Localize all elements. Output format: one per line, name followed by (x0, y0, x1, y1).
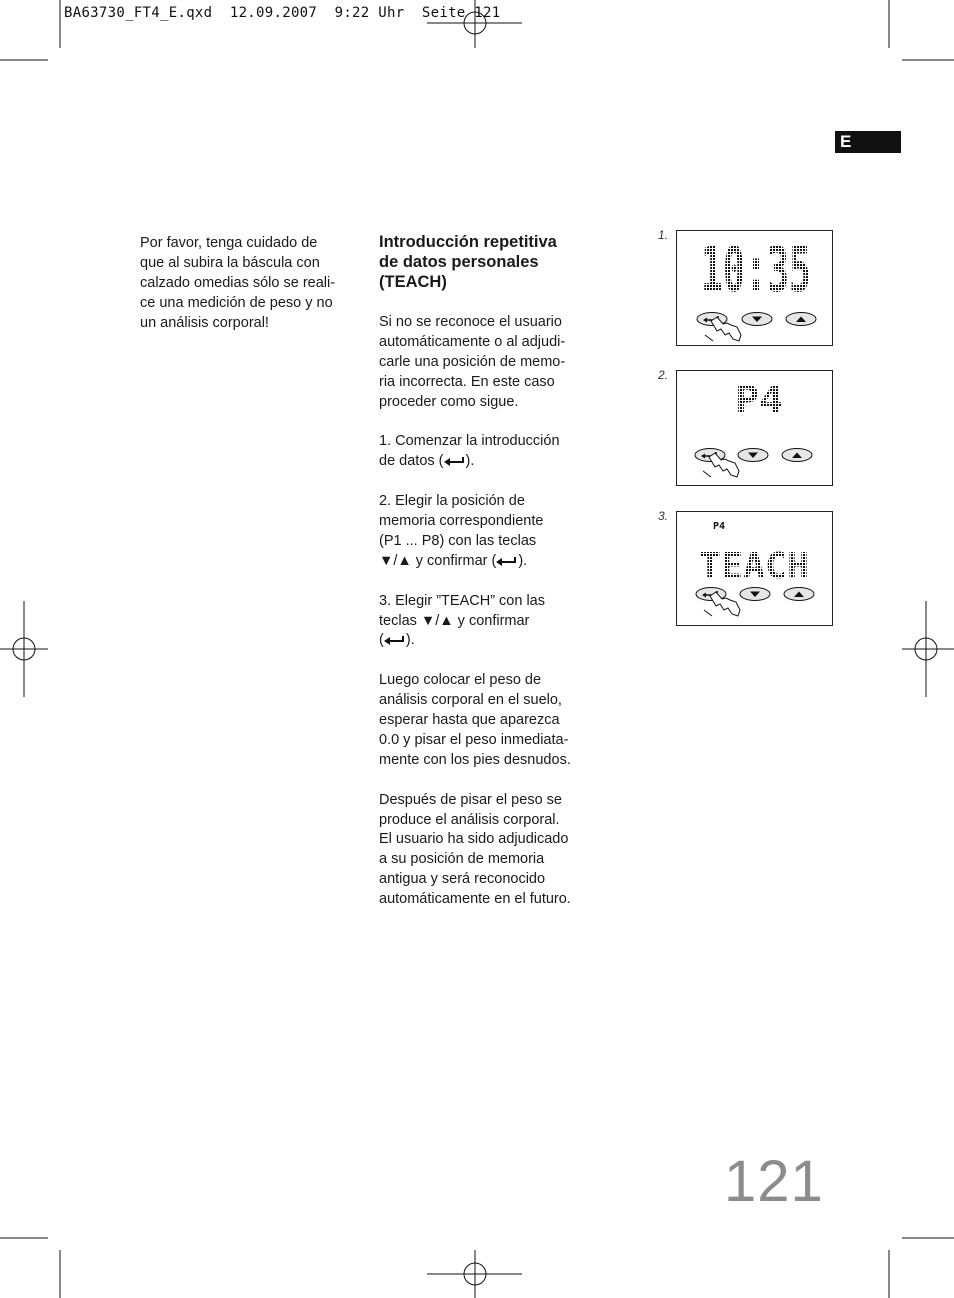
after-line: esperar hasta que aparezca (379, 712, 560, 729)
after-line: mente con los pies desnudos. (379, 751, 571, 768)
figure-3-display (676, 511, 833, 626)
lcd-illustration (677, 512, 832, 625)
final-line: produce el análisis corporal. (379, 811, 560, 828)
intro-paragraph (379, 313, 599, 413)
step-line: 3. Elegir ”TEACH” con las (379, 592, 545, 609)
step-text: ( (379, 632, 384, 649)
figure-3-label: 3. (658, 509, 669, 523)
step-text: ). (465, 453, 475, 470)
lcd-illustration (677, 231, 832, 345)
after-line: Luego colocar el peso de (379, 672, 542, 689)
final-line: Después de pisar el peso se (379, 791, 562, 808)
language-tab: E (835, 131, 901, 153)
heading-line: Introducción repetitiva (379, 233, 557, 251)
note-line: ce una medición de peso y no (140, 294, 333, 311)
step-line: 1. Comenzar la introducción (379, 433, 560, 450)
final-line: antigua y será reconocido (379, 871, 546, 888)
note-line: un análisis corporal! (140, 314, 269, 331)
enter-key-icon (384, 635, 406, 645)
note-line: calzado omedias sólo se reali- (140, 274, 336, 291)
step-2 (379, 492, 599, 572)
after-line: 0.0 y pisar el peso inmediata- (379, 731, 569, 748)
intro-line: Si no se reconoce el usuario (379, 314, 562, 330)
figure-1-display (676, 230, 833, 346)
step-line (379, 631, 599, 651)
intro-line: ria incorrecta. En este caso (379, 373, 555, 390)
step-text: ▼/▲ y confirmar ( (379, 552, 497, 569)
step-3 (379, 592, 599, 652)
lcd-memory-slot: P4 (735, 378, 783, 422)
note-line: que al subira la báscula con (140, 254, 320, 271)
enter-key-icon (444, 456, 466, 466)
after-line: análisis corporal en el suelo, (379, 692, 562, 709)
enter-key-icon (496, 556, 518, 566)
step-1 (379, 432, 599, 472)
step-text: de datos ( (379, 453, 444, 470)
lcd-small-memory-slot: P4 (713, 521, 726, 532)
step-line: teclas ▼/▲ y confirmar (379, 612, 530, 629)
section-heading (379, 232, 599, 292)
final-line: a su posición de memoria (379, 851, 545, 868)
figure-2-label: 2. (658, 368, 669, 382)
left-column-note (140, 234, 355, 334)
lcd-teach-text: TEACH (699, 546, 809, 587)
file-slug-header: BA63730_FT4_E.qxd 12.09.2007 9:22 Uhr Seite 121 (64, 5, 501, 21)
step-line: memoria correspondiente (379, 513, 544, 530)
step-text: ). (518, 552, 528, 569)
lcd-illustration (677, 371, 832, 485)
step-line: 2. Elegir la posición de (379, 493, 525, 510)
step-line (379, 452, 599, 472)
note-line: Por favor, tenga cuidado de (140, 235, 318, 251)
figure-2-display (676, 370, 833, 486)
final-paragraph (379, 791, 599, 910)
intro-line: carle una posición de memo- (379, 353, 566, 370)
heading-line: de datos personales (379, 253, 539, 271)
intro-line: proceder como sigue. (379, 393, 519, 410)
figure-1-label: 1. (658, 228, 669, 242)
intro-line: automáticamente o al adjudi- (379, 333, 566, 350)
main-column (379, 232, 599, 930)
step-line: (P1 ... P8) con las teclas (379, 532, 537, 549)
final-line: El usuario ha sido adjudicado (379, 831, 569, 848)
page-number: 121 (724, 1149, 824, 1214)
step-text: ). (405, 632, 415, 649)
lcd-time: 10:35 (701, 233, 811, 306)
after-paragraph (379, 671, 599, 771)
final-line: automáticamente en el futuro. (379, 891, 571, 908)
step-line (379, 552, 599, 572)
heading-line: (TEACH) (379, 273, 447, 291)
